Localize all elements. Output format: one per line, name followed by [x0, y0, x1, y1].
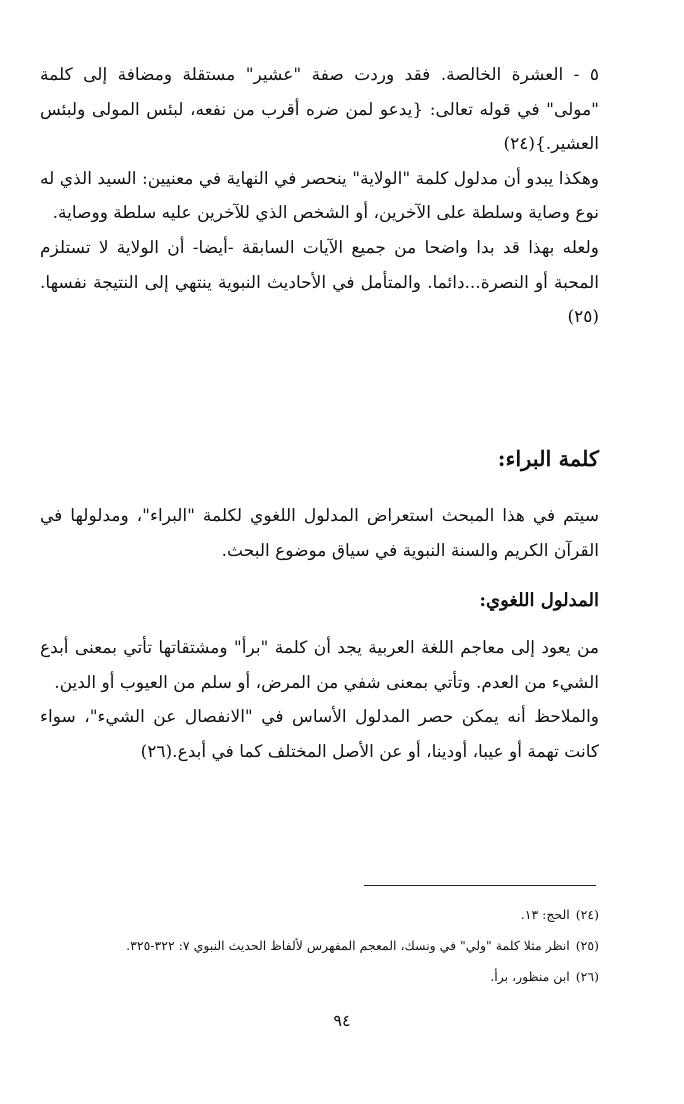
paragraph-ashir: ٥ - العشرة الخالصة. فقد وردت صفة "عشير" مستقلة ومضافة إلى كلمة "مولى" في قوله تعالى: {يدعو لمن ضره أقرب من نفعه، لبئس المولى ولبئس العشير.}(٢٤) — [40, 65, 599, 155]
paragraph-wilaya-meaning: وهكذا يبدو أن مدلول كلمة "الولاية" ينحصر في النهاية في معنيين: السيد الذي له نوع وصاية وسلطة على الآخرين، أو الشخص الذي للآخرين عليه سلطة ووصاية. — [40, 168, 599, 224]
paragraph-bara-core: والملاحظ أنه يمكن حصر المدلول الأساس في "الانفصال عن الشيء"، سواء كانت تهمة أو عيبا، أودينا، أو عن الأصل المختلف كما في أبدع.(٢٦) — [40, 707, 599, 762]
footnote-number: (٢٤) — [575, 907, 599, 922]
footnote-text: ابن منظور، برأ. — [490, 969, 570, 984]
page-number: ٩٤ — [333, 1011, 351, 1030]
text-block-bara-intro — [40, 499, 599, 568]
footnote-number: (٢٥) — [575, 938, 599, 953]
paragraph-bara-meanings: من يعود إلى معاجم اللغة العربية يجد أن كلمة "برأ" ومشتقاتها تأتي بمعنى أبدع الشيء من العدم. وتأتي بمعنى شفي من المرض، أو سلم من العيوب أو الدين. — [40, 638, 599, 693]
subheading: المدلول اللغوي: — [479, 590, 599, 611]
footnote-item — [40, 961, 599, 992]
footnote-number: (٢٦) — [575, 969, 599, 984]
paragraph-bara-intro: سيتم في هذا المبحث استعراض المدلول اللغوي لكلمة "البراء"، ومدلولها في القرآن الكريم والسنة النبوية في سياق موضوع البحث. — [40, 506, 599, 561]
footnote-text: انظر مثلا كلمة "ولي" في ونسك، المعجم المفهرس لألفاظ الحديث النبوي ٧: ٣٢٢-٣٢٥. — [126, 938, 570, 953]
paragraph-wilaya-conclusion: ولعله بهذا قد بدا واضحا من جميع الآيات السابقة -أيضا- أن الولاية لا تستلزم المحبة أو النصرة...دائما. والمتأمل في الأحاديث النبوية ينتهي إلى النتيجة نفسها.(٢٥) — [40, 237, 599, 328]
footnote-text: الحج: ١٣. — [520, 907, 570, 922]
footnote-item — [40, 899, 599, 930]
footnotes — [40, 899, 599, 992]
text-block-lughawi — [40, 631, 599, 769]
section-heading: كلمة البراء: — [497, 446, 599, 471]
text-block-wilaya — [40, 58, 599, 335]
footnote-item — [40, 930, 599, 961]
footnote-separator — [364, 885, 596, 886]
